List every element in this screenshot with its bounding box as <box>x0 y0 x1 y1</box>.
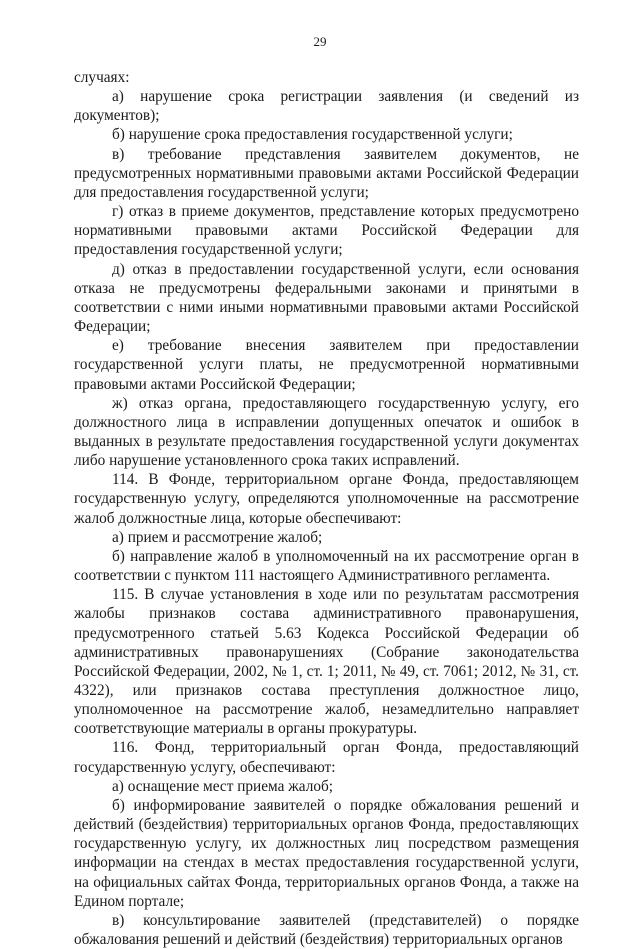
paragraph-section-116-b: б) информирование заявителей о порядке обжалования решений и действий (бездействия) территориальных органов Фонда, предоставляющих государственную услугу, их должностных лиц посредством размещения информации на стендах в местах предоставления государственной услуги, на официальных сайтах Фонда, территориальных органов Фонда, а также на Едином портале; <box>74 796 579 910</box>
paragraph-section-115: 115. В случае установления в ходе или по результатам рассмотрения жалобы признаков состава административного правонарушения, предусмотренного статьей 5.63 Кодекса Российской Федерации об административных правонарушениях (Собрание законодательства Российской Федерации, 2002, № 1, ст. 1; 2011, № 49, ст. 7061; 2012, № 31, ст. 4322), или признаков состава преступления должностное лицо, уполномоченное на рассмотрение жалоб, незамедлительно направляет соответствующие материалы в органы прокуратуры. <box>74 586 579 738</box>
paragraph-item-a: а) нарушение срока регистрации заявления (и сведений из документов); <box>74 88 579 125</box>
paragraph-item-v: в) требование представления заявителем документов, не предусмотренных нормативными правовыми актами Российской Федерации для предоставления государственной услуги; <box>74 145 579 201</box>
document-body <box>74 68 579 949</box>
paragraph-section-116-a: а) оснащение мест приема жалоб; <box>112 777 334 795</box>
paragraph-section-114: 114. В Фонде, территориальном органе Фонда, предоставляющем государственную услугу, определяются уполномоченные на рассмотрение жалоб должностные лица, которые обеспечивают: <box>74 471 579 527</box>
paragraph-section-114-b: б) направление жалоб в уполномоченный на их рассмотрение орган в соответствии с пунктом 111 настоящего Административного регламента. <box>74 547 579 585</box>
paragraph-item-e: е) требование внесения заявителем при предоставлении государственной услуги платы, не предусмотренной нормативными правовыми актами Российской Федерации; <box>74 337 579 393</box>
paragraph-item-g: г) отказ в приеме документов, представление которых предусмотрено нормативными правовыми актами Российской Федерации для предоставления государственной услуги; <box>74 203 579 259</box>
page-number: 29 <box>313 34 327 49</box>
paragraph-item-b: б) нарушение срока предоставления государственной услуги; <box>112 126 513 144</box>
paragraph-section-114-a: а) прием и рассмотрение жалоб; <box>112 528 323 546</box>
paragraph-item-d: д) отказ в предоставлении государственной услуги, если основания отказа не предусмотрены федеральными законами и принятыми в соответствии с ними иными нормативными правовыми актами Российской Федерации; <box>74 260 579 336</box>
paragraph-lead: случаях: <box>74 69 130 86</box>
paragraph-item-zh: ж) отказ органа, предоставляющего государственную услугу, его должностного лица в исправлении допущенных опечаток и ошибок в выданных в результате предоставления государственной услуги документах либо нарушение установленного срока таких исправлений. <box>74 394 579 470</box>
paragraph-section-116-v: в) консультирование заявителей (представителей) о порядке обжалования решений и действий (бездействия) территориальных органов <box>74 911 579 949</box>
paragraph-section-116: 116. Фонд, территориальный орган Фонда, предоставляющий государственную услугу, обеспечивают: <box>74 739 579 776</box>
